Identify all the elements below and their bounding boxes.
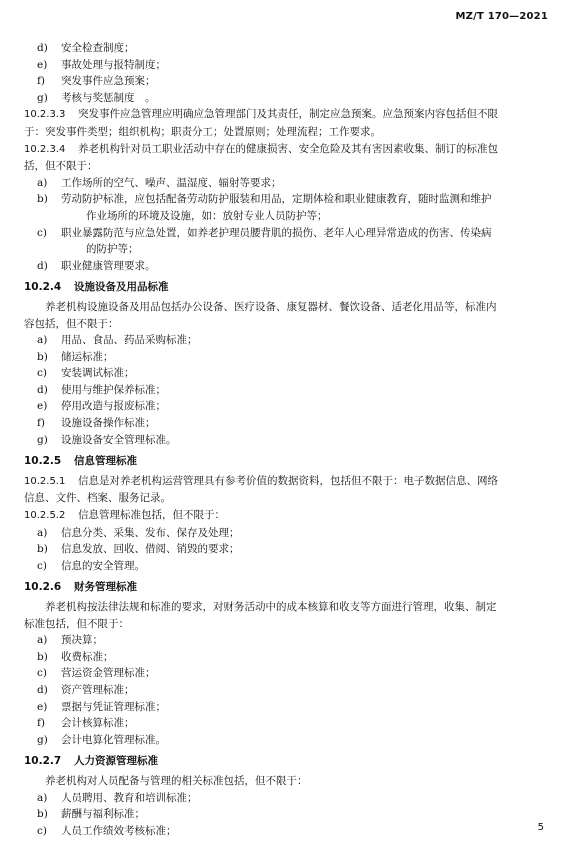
clause-10-2-3-4: 10.2.3.4 养老机构针对员工职业活动中存在的健康损害、安全危险及其有害因素收集、制订的标准包 xyxy=(24,142,498,155)
section-heading-10-2-5: 10.2.5 信息管理标准 xyxy=(24,455,137,468)
clause-10-2-3-3: 10.2.3.3 突发事件应急管理应明确应急管理部门及其责任，制定应急预案。应急预案内容包括但不限 xyxy=(24,108,498,121)
list-item: c) 安装调试标准； xyxy=(37,367,135,380)
list-item: b) 劳动防护标准，应包括配备劳动防护服装和用品，定期体检和职业健康教育，随时监测和维护 xyxy=(37,193,492,206)
list-item: a) 人员聘用、教育和培训标准； xyxy=(37,791,198,804)
list-item: d) 安全检查制度； xyxy=(37,42,135,54)
list-item: c) 人员工作绩效考核标准； xyxy=(37,824,177,837)
clause-10-2-5-1: 10.2.5.1 信息是对养老机构运营管理具有参考价值的数据资料，包括但不限于：电子数据信息、网络 xyxy=(24,474,498,487)
list-item: d) 职业健康管理要求。 xyxy=(37,259,156,272)
list-item: e) 票据与凭证管理标准； xyxy=(37,700,166,713)
section-heading-10-2-6: 10.2.6 财务管理标准 xyxy=(24,581,137,594)
list-item: f) 会计核算标准； xyxy=(37,717,135,730)
clause-10-2-5-2: 10.2.5.2 信息管理标准包括，但不限于： xyxy=(24,509,225,522)
list-item: d) 资产管理标准； xyxy=(37,683,135,696)
list-item: a) 用品、食品、药品采购标准； xyxy=(37,334,198,347)
list-item: d) 使用与维护保养标准； xyxy=(37,383,166,396)
list-item: g) 会计电算化管理标准。 xyxy=(37,733,166,746)
list-item: a) 信息分类、采集、发布、保存及处理； xyxy=(37,526,240,539)
list-item: c) 信息的安全管理。 xyxy=(37,559,145,572)
list-item: b) 信息发放、回收、借阅、销毁的要求； xyxy=(37,543,240,556)
list-item: c) 职业暴露防范与应急处置，如养老护理员腰背肌的损伤、老年人心理异常造成的伤害、传染病 xyxy=(37,226,492,239)
section-heading-10-2-7: 10.2.7 人力资源管理标准 xyxy=(24,755,158,768)
page-body xyxy=(24,40,554,839)
list-item: a) 工作场所的空气、噪声、温湿度、辐射等要求； xyxy=(37,176,282,189)
list-item-continuation: 的防护等； xyxy=(86,243,139,256)
paragraph: 养老机构设施设备及用品包括办公设备、医疗设备、康复器材、餐饮设备、适老化用品等，标准内 xyxy=(45,300,497,313)
clause-continuation: 信息、文件、档案、服务记录。 xyxy=(24,492,171,505)
paragraph: 养老机构按法律法规和标准的要求，对财务活动中的成本核算和收支等方面进行管理，收集、制定 xyxy=(45,601,497,613)
list-item: f) 突发事件应急预案； xyxy=(37,75,156,88)
paragraph-continuation: 容包括，但不限于： xyxy=(24,317,119,330)
list-item: b) 薪酬与福利标准； xyxy=(37,808,145,821)
list-item: e) 事故处理与报特制度； xyxy=(37,58,166,71)
list-item: b) 收费标准； xyxy=(37,650,114,663)
paragraph-continuation: 标准包括，但不限于： xyxy=(24,617,129,630)
section-heading-10-2-4: 10.2.4 设施设备及用品标准 xyxy=(24,281,169,294)
paragraph: 养老机构对人员配备与管理的相关标准包括，但不限于： xyxy=(45,774,308,787)
clause-continuation: 于：突发事件类型；组织机构；职责分工；处置原则；处理流程；工作要求。 xyxy=(24,125,381,138)
document-code-header: MZ/T 170—2021 xyxy=(455,11,548,22)
list-item: c) 营运资金管理标准； xyxy=(37,667,156,680)
list-item: f) 设施设备操作标准； xyxy=(37,417,156,430)
list-item-continuation: 作业场所的环境及设施，如：放射专业人员防护等； xyxy=(86,209,328,222)
list-item: g) 考核与奖惩制度 。 xyxy=(37,91,156,104)
list-item: a) 预决算； xyxy=(37,634,103,647)
page-number: 5 xyxy=(537,822,544,833)
list-item: e) 停用改造与报废标准； xyxy=(37,400,166,413)
clause-continuation: 括，但不限于： xyxy=(24,160,98,173)
list-item: b) 储运标准； xyxy=(37,350,114,363)
list-item: g) 设施设备安全管理标准。 xyxy=(37,433,177,446)
